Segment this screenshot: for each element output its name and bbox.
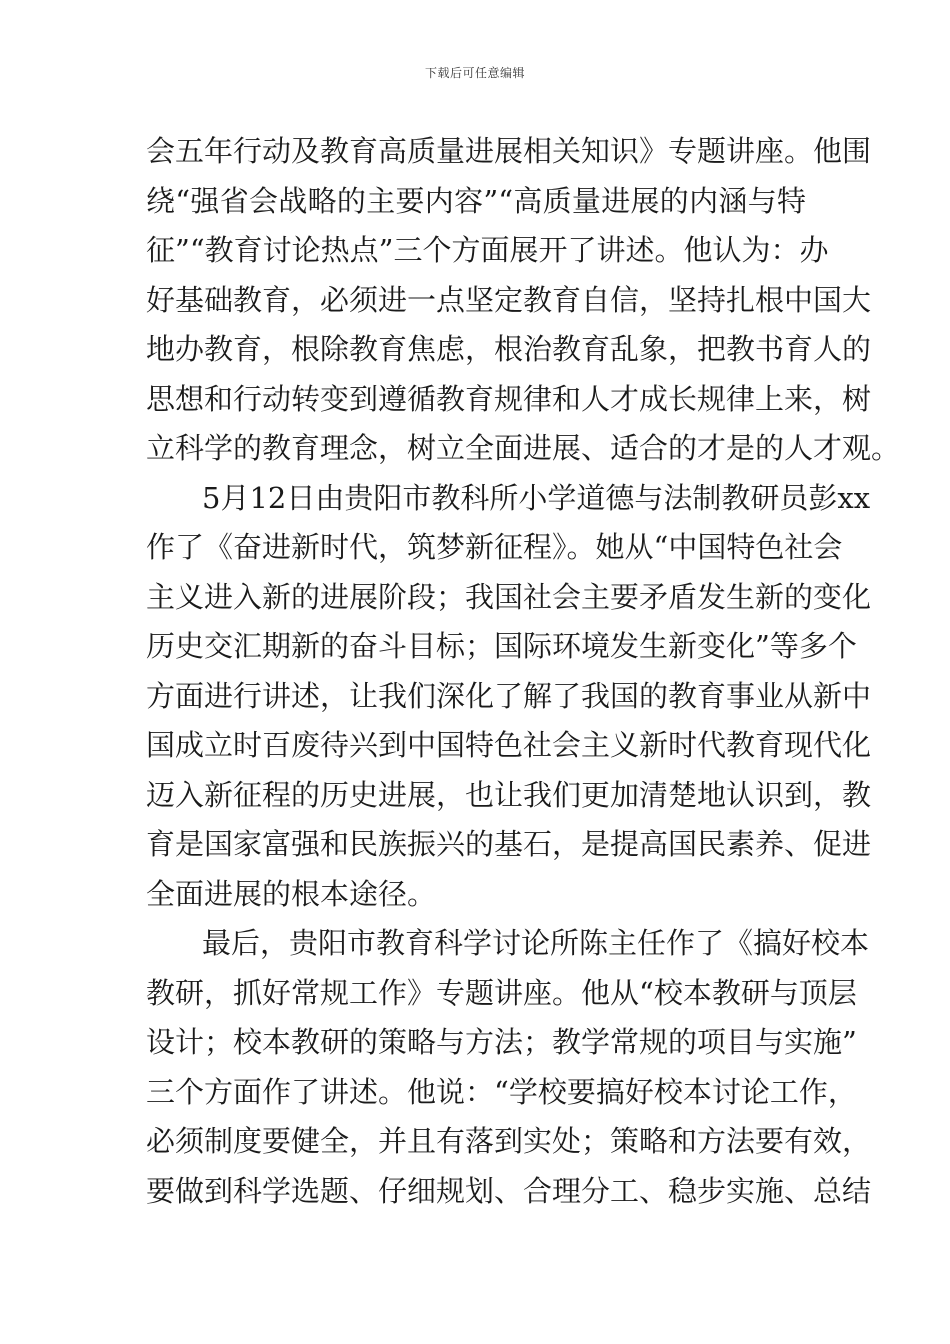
- text-line: 绕“强省会战略的主要内容”“高质量进展的内涵与特: [146, 183, 806, 218]
- text-line: 必须制度要健全，并且有落到实处；策略和方法要有效，: [146, 1124, 872, 1158]
- text-line: 三个方面作了讲述。他说：“学校要搞好校本讨论工作，: [146, 1074, 857, 1109]
- paragraph-3: [146, 919, 872, 1216]
- text-line: 思想和行动转变到遵循教育规律和人才成长规律上来，树: [146, 381, 872, 416]
- text-line: 设计；校本教研的策略与方法；教学常规的项目与实施”: [146, 1025, 857, 1059]
- text-line: 历史交汇期新的奋斗目标；国际环境发生新变化”等多个: [146, 629, 857, 663]
- text-line: 最后，贵阳市教育科学讨论所陈主任作了《搞好校本: [202, 926, 870, 960]
- text-line: 地办教育，根除教育焦虑，根治教育乱象，把教书育人的: [146, 332, 872, 366]
- text-line: 育是国家富强和民族振兴的基石，是提高国民素养、促进: [146, 827, 872, 861]
- text-line: 全面进展的根本途径。: [146, 876, 437, 911]
- document-body: [146, 127, 901, 1216]
- text-line: 会五年行动及教育高质量进展相关知识》专题讲座。他围: [146, 134, 872, 168]
- paragraph-2: [146, 474, 872, 920]
- text-line: 教研，抓好常规工作》专题讲座。他从“校本教研与顶层: [146, 975, 857, 1010]
- text-line: 立科学的教育理念，树立全面进展、适合的才是的人才观。: [146, 431, 901, 465]
- page-header: 下载后可任意编辑: [424, 66, 525, 80]
- text-line: 作了《奋进新时代，筑梦新征程》。她从“中国特色社会: [146, 530, 843, 564]
- text-line: 方面进行讲述，让我们深化了解了我国的教育事业从新中: [146, 678, 872, 713]
- text-line: 好基础教育，必须进一点坚定教育自信，坚持扎根中国大: [146, 282, 872, 317]
- paragraph-1: [146, 127, 901, 474]
- text-line: 要做到科学选题、仔细规划、合理分工、稳步实施、总结: [146, 1173, 872, 1208]
- text-line: 征”“教育讨论热点”三个方面展开了讲述。他认为：办: [146, 233, 829, 267]
- text-line: 国成立时百废待兴到中国特色社会主义新时代教育现代化: [146, 728, 872, 762]
- text-line: 迈入新征程的历史进展，也让我们更加清楚地认识到，教: [146, 777, 872, 812]
- text-line: 5月12日由贵阳市教科所小学道德与法制教研员彭xx: [202, 480, 871, 515]
- text-line: 主义进入新的进展阶段；我国社会主要矛盾发生新的变化: [146, 579, 872, 614]
